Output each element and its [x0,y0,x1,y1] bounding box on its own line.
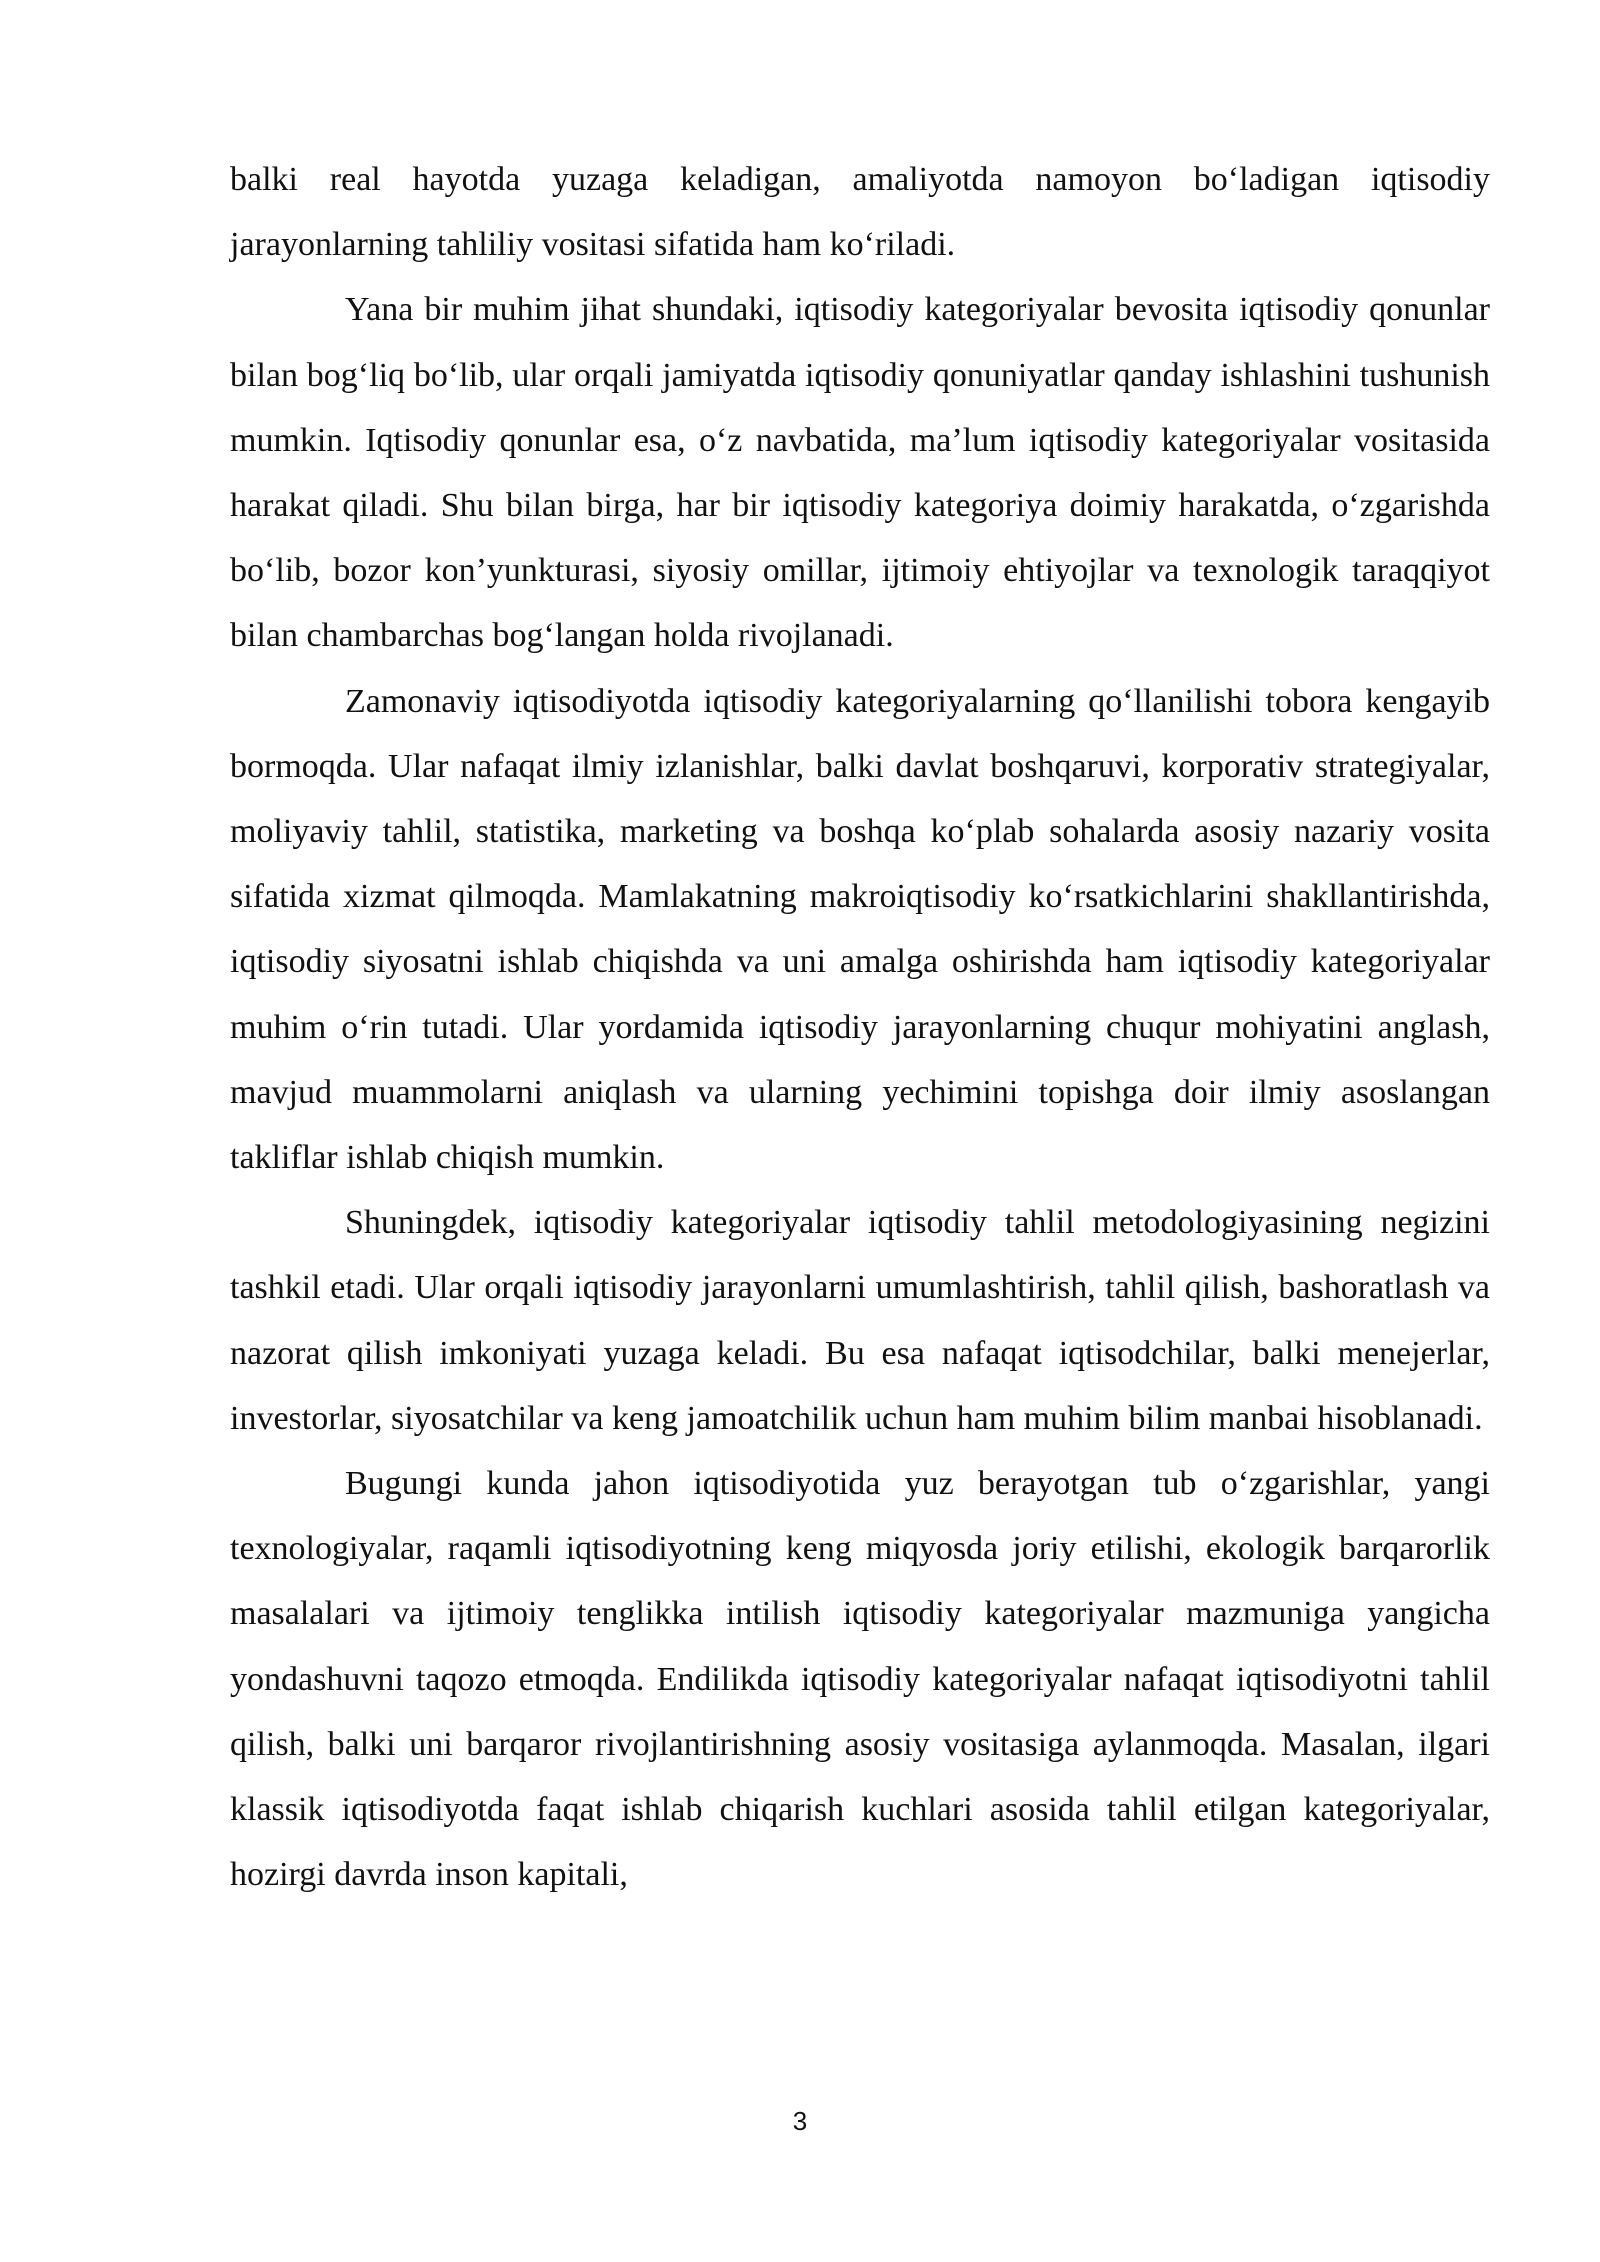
paragraph-economic-laws: Yana bir muhim jihat shundaki, iqtisodiy kategoriyalar bevosita iqtisodiy qonunlar bilan bog‘liq bo‘lib, ular orqali jamiyatda iqtisodiy qonuniyatlar qanday ishlashini tushunish mumkin. Iqtisodiy qonunlar esa, o‘z navbatida, ma’lum iqtisodiy kategoriyalar vositasida harakat qiladi. Shu bilan birga, har bir iqtisodiy kategoriya doimiy harakatda, o‘zgarishda bo‘lib, bozor kon’yunkturasi, siyosiy omillar, ijtimoiy ehtiyojlar va texnologik taraqqiyot bilan chambarchas bog‘langan holda rivojlanadi. [230,291,1490,655]
paragraph-methodology: Shuningdek, iqtisodiy kategoriyalar iqtisodiy tahlil metodologiyasining negizini tashkil etadi. Ular orqali iqtisodiy jarayonlarni umumlashtirish, tahlil qilish, bashoratlash va nazorat qilish imkoniyati yuzaga keladi. Bu esa nafaqat iqtisodchilar, balki menejerlar, investorlar, siyosatchilar va keng jamoatchilik uchun ham muhim bilim manbai hisoblanadi. [230,1204,1490,1437]
paragraph-modern-economy: Zamonaviy iqtisodiyotda iqtisodiy kategoriyalarning qo‘llanilishi tobora kengayib bormoqda. Ular nafaqat ilmiy izlanishlar, balki davlat boshqaruvi, korporativ strategiyalar, moliyaviy tahlil, statistika, marketing va boshqa ko‘plab sohalarda asosiy nazariy vosita sifatida xizmat qilmoqda. Mamlakatning makroiqtisodiy ko‘rsatkichlarini shakllantirishda, iqtisodiy siyosatni ishlab chiqishda va uni amalga oshirishda ham iqtisodiy kategoriyalar muhim o‘rin tutadi. Ular yordamida iqtisodiy jarayonlarning chuqur mohiyatini anglash, mavjud muammolarni aniqlash va ularning yechimini topishga doir ilmiy asoslangan takliflar ishlab chiqish mumkin. [230,682,1490,1177]
page-number: 3 [792,2106,808,2136]
paragraph-global-changes: Bugungi kunda jahon iqtisodiyotida yuz berayotgan tub o‘zgarishlar, yangi texnologiyalar, raqamli iqtisodiyotning keng miqyosda joriy etilishi, ekologik barqarorlik masalalari va ijtimoiy tenglikka intilish iqtisodiy kategoriyalar mazmuniga yangicha yondashuvni taqozo etmoqda. Endilikda iqtisodiy kategoriyalar nafaqat iqtisodiyotni tahlil qilish, balki uni barqaror rivojlantirishning asosiy vositasiga aylanmoqda. Masalan, ilgari klassik iqtisodiyotda faqat ishlab chiqarish kuchlari asosida tahlil etilgan kategoriyalar, hozirgi davrda inson kapitali, [230,1465,1490,1894]
document-body [230,147,1490,1907]
paragraph-continuation: balki real hayotda yuzaga keladigan, amaliyotda namoyon bo‘ladigan iqtisodiy jarayonlarning tahliliy vositasi sifatida ham ko‘riladi. [230,161,1490,264]
